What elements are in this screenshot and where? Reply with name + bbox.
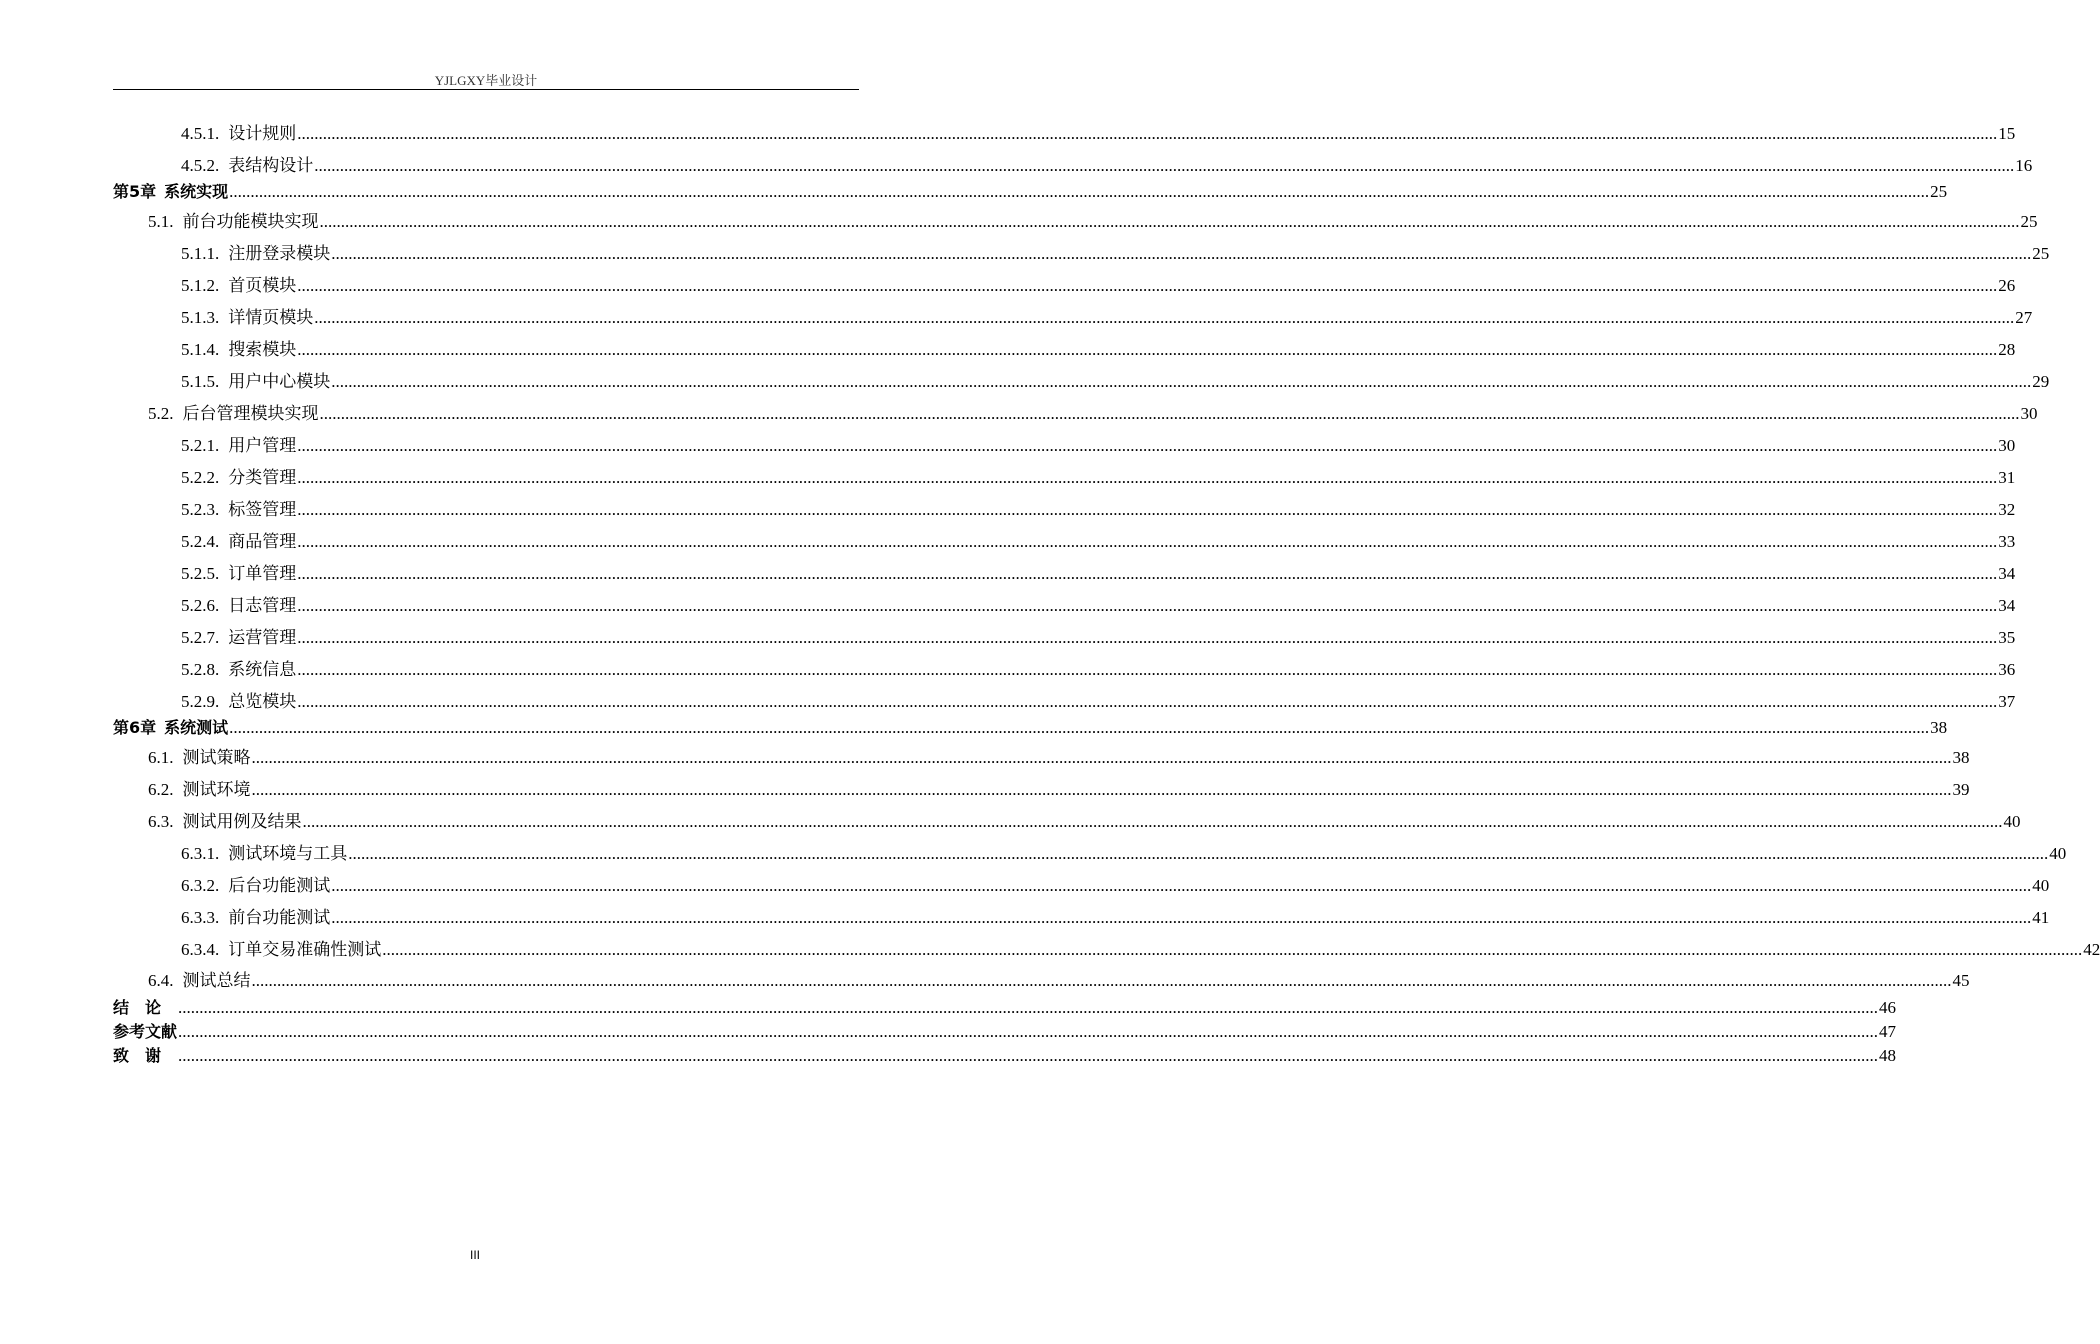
toc-entry-page: 25 bbox=[1930, 182, 1948, 201]
toc-entry[interactable] bbox=[148, 400, 2038, 424]
toc-entry-title: 测试总结 bbox=[182, 971, 251, 990]
header-rule bbox=[113, 89, 859, 90]
toc-dot-leader: ................................................................................................................................................................................................................................................................................................................................................................................................................ bbox=[178, 1022, 1879, 1041]
toc-dot-leader: ................................................................................................................................................................................................................................................................................................................................................................................................................ bbox=[348, 844, 2049, 863]
toc-entry-number: 6.4. bbox=[148, 971, 174, 990]
toc-entry[interactable] bbox=[181, 904, 2050, 928]
toc-entry-title: 后台管理模块实现 bbox=[182, 404, 319, 423]
toc-entry-title: 订单交易准确性测试 bbox=[228, 940, 382, 959]
toc-entry-page: 32 bbox=[1998, 500, 2016, 519]
toc-entry-number: 6.3.2. bbox=[181, 876, 220, 895]
toc-dot-leader: ................................................................................................................................................................................................................................................................................................................................................................................................................ bbox=[297, 276, 1998, 295]
toc-entry[interactable] bbox=[148, 776, 1970, 800]
toc-entry-page: 34 bbox=[1998, 596, 2016, 615]
toc-entry-page: 27 bbox=[2015, 308, 2033, 327]
toc-entry[interactable] bbox=[181, 496, 2016, 520]
toc-dot-leader: ................................................................................................................................................................................................................................................................................................................................................................................................................ bbox=[251, 780, 1952, 799]
toc-dot-leader: ................................................................................................................................................................................................................................................................................................................................................................................................................ bbox=[382, 940, 2083, 959]
toc-entry-title: 标签管理 bbox=[228, 500, 297, 519]
toc-entry[interactable] bbox=[148, 808, 2021, 832]
toc-entry-number: 5.1. bbox=[148, 212, 174, 231]
toc-entry[interactable] bbox=[181, 464, 2016, 488]
toc-dot-leader: ................................................................................................................................................................................................................................................................................................................................................................................................................ bbox=[302, 812, 2003, 831]
toc-entry-title: 前台功能测试 bbox=[228, 908, 331, 927]
toc-entry[interactable] bbox=[181, 688, 2016, 712]
toc-entry-page: 15 bbox=[1998, 124, 2016, 143]
toc-entry-page: 16 bbox=[2015, 156, 2033, 175]
toc-dot-leader: ................................................................................................................................................................................................................................................................................................................................................................................................................ bbox=[331, 244, 2032, 263]
toc-entry-page: 36 bbox=[1998, 660, 2016, 679]
toc-entry-number: 5.2.6. bbox=[181, 596, 220, 615]
toc-dot-leader: ................................................................................................................................................................................................................................................................................................................................................................................................................ bbox=[297, 124, 1998, 143]
toc-entry-title: 设计规则 bbox=[228, 124, 297, 143]
toc-entry-title: 系统测试 bbox=[164, 718, 229, 737]
toc-entry-title: 分类管理 bbox=[228, 468, 297, 487]
toc-entry[interactable] bbox=[181, 592, 2016, 616]
toc-entry[interactable] bbox=[181, 872, 2050, 896]
toc-entry-page: 46 bbox=[1879, 998, 1897, 1017]
toc-dot-leader: ................................................................................................................................................................................................................................................................................................................................................................................................................ bbox=[331, 908, 2032, 927]
page-number: III bbox=[469, 1248, 480, 1262]
toc-entry-page: 31 bbox=[1998, 468, 2016, 487]
toc-entry[interactable] bbox=[113, 994, 1897, 1018]
toc-dot-leader: ................................................................................................................................................................................................................................................................................................................................................................................................................ bbox=[229, 718, 1930, 737]
toc-entry-page: 37 bbox=[1998, 692, 2016, 711]
toc-entry[interactable] bbox=[181, 304, 2033, 328]
toc-entry-number: 第6章 bbox=[113, 718, 157, 737]
toc-entry-number: 5.2.8. bbox=[181, 660, 220, 679]
toc-entry-page: 47 bbox=[1879, 1022, 1897, 1041]
toc-entry-number: 5.2. bbox=[148, 404, 174, 423]
toc-entry-page: 33 bbox=[1998, 532, 2016, 551]
page-header: YJLGXY毕业设计 bbox=[434, 73, 538, 88]
toc-entry[interactable] bbox=[181, 336, 2016, 360]
toc-entry[interactable] bbox=[181, 528, 2016, 552]
toc-entry-title: 测试环境与工具 bbox=[228, 844, 348, 863]
toc-entry-title: 测试用例及结果 bbox=[182, 812, 302, 831]
toc-entry-number: 5.1.1. bbox=[181, 244, 220, 263]
toc-entry[interactable] bbox=[113, 1018, 1897, 1042]
toc-entry-number: 4.5.2. bbox=[181, 156, 220, 175]
toc-entry-title: 致谢 bbox=[113, 1046, 178, 1065]
toc-entry-number: 6.3.1. bbox=[181, 844, 220, 863]
toc-dot-leader: ................................................................................................................................................................................................................................................................................................................................................................................................................ bbox=[251, 748, 1952, 767]
toc-entry-page: 34 bbox=[1998, 564, 2016, 583]
toc-entry[interactable] bbox=[181, 560, 2016, 584]
toc-entry-number: 6.3.4. bbox=[181, 940, 220, 959]
toc-entry-title: 总览模块 bbox=[228, 692, 297, 711]
toc-dot-leader: ................................................................................................................................................................................................................................................................................................................................................................................................................ bbox=[297, 596, 1998, 615]
toc-entry-page: 45 bbox=[1952, 971, 1970, 990]
toc-entry-title: 参考文献 bbox=[113, 1022, 178, 1041]
toc-dot-leader: ................................................................................................................................................................................................................................................................................................................................................................................................................ bbox=[297, 340, 1998, 359]
toc-entry-title: 测试环境 bbox=[182, 780, 251, 799]
toc-dot-leader: ................................................................................................................................................................................................................................................................................................................................................................................................................ bbox=[178, 998, 1879, 1017]
toc-entry-number: 5.2.2. bbox=[181, 468, 220, 487]
toc-entry-title: 结论 bbox=[113, 998, 178, 1017]
toc-entry-page: 25 bbox=[2020, 212, 2038, 231]
toc-entry-page: 40 bbox=[2049, 844, 2067, 863]
toc-entry-page: 26 bbox=[1998, 276, 2016, 295]
toc-entry[interactable] bbox=[113, 178, 1948, 202]
toc-entry-page: 39 bbox=[1952, 780, 1970, 799]
toc-entry-page: 29 bbox=[2032, 372, 2050, 391]
toc-entry[interactable] bbox=[113, 1042, 1897, 1066]
toc-dot-leader: ................................................................................................................................................................................................................................................................................................................................................................................................................ bbox=[297, 436, 1998, 455]
toc-entry[interactable] bbox=[181, 152, 2033, 176]
toc-entry-number: 6.2. bbox=[148, 780, 174, 799]
toc-entry-title: 运营管理 bbox=[228, 628, 297, 647]
toc-entry[interactable] bbox=[148, 967, 1970, 991]
toc-entry-title: 系统实现 bbox=[164, 182, 229, 201]
toc-entry-number: 第5章 bbox=[113, 182, 157, 201]
toc-entry-page: 30 bbox=[1998, 436, 2016, 455]
toc-entry-number: 5.2.4. bbox=[181, 532, 220, 551]
toc-dot-leader: ................................................................................................................................................................................................................................................................................................................................................................................................................ bbox=[297, 468, 1998, 487]
toc-entry-number: 5.1.2. bbox=[181, 276, 220, 295]
toc-dot-leader: ................................................................................................................................................................................................................................................................................................................................................................................................................ bbox=[319, 212, 2020, 231]
toc-entry-title: 商品管理 bbox=[228, 532, 297, 551]
toc-dot-leader: ................................................................................................................................................................................................................................................................................................................................................................................................................ bbox=[251, 971, 1952, 990]
toc-dot-leader: ................................................................................................................................................................................................................................................................................................................................................................................................................ bbox=[178, 1046, 1879, 1065]
toc-entry-number: 5.2.7. bbox=[181, 628, 220, 647]
toc-entry-title: 表结构设计 bbox=[228, 156, 314, 175]
toc-entry-title: 注册登录模块 bbox=[228, 244, 331, 263]
toc-dot-leader: ................................................................................................................................................................................................................................................................................................................................................................................................................ bbox=[297, 564, 1998, 583]
toc-entry[interactable] bbox=[181, 368, 2050, 392]
toc-entry-page: 38 bbox=[1952, 748, 1970, 767]
toc-entry-title: 搜索模块 bbox=[228, 340, 297, 359]
toc-entry-number: 5.2.9. bbox=[181, 692, 220, 711]
toc-entry-page: 35 bbox=[1998, 628, 2016, 647]
toc-entry[interactable] bbox=[181, 656, 2016, 680]
toc-entry-number: 5.2.1. bbox=[181, 436, 220, 455]
toc-entry[interactable] bbox=[181, 840, 2067, 864]
toc-entry[interactable] bbox=[148, 208, 2038, 232]
toc-entry[interactable] bbox=[181, 240, 2050, 264]
toc-entry-number: 6.3. bbox=[148, 812, 174, 831]
toc-entry-page: 41 bbox=[2032, 908, 2050, 927]
toc-entry-number: 6.3.3. bbox=[181, 908, 220, 927]
toc-entry-page: 28 bbox=[1998, 340, 2016, 359]
toc-dot-leader: ................................................................................................................................................................................................................................................................................................................................................................................................................ bbox=[314, 308, 2015, 327]
toc-entry[interactable] bbox=[113, 714, 1948, 738]
toc-entry[interactable] bbox=[148, 744, 1970, 768]
toc-entry-title: 前台功能模块实现 bbox=[182, 212, 319, 231]
toc-dot-leader: ................................................................................................................................................................................................................................................................................................................................................................................................................ bbox=[297, 532, 1998, 551]
toc-entry-title: 系统信息 bbox=[228, 660, 297, 679]
toc-entry-page: 48 bbox=[1879, 1046, 1897, 1065]
toc-entry-page: 40 bbox=[2003, 812, 2021, 831]
toc-entry-page: 38 bbox=[1930, 718, 1948, 737]
toc-entry-page: 40 bbox=[2032, 876, 2050, 895]
toc-dot-leader: ................................................................................................................................................................................................................................................................................................................................................................................................................ bbox=[331, 876, 2032, 895]
toc-entry[interactable] bbox=[181, 120, 2016, 144]
toc-entry-page: 30 bbox=[2020, 404, 2038, 423]
toc-entry[interactable] bbox=[181, 432, 2016, 456]
toc-entry-title: 后台功能测试 bbox=[228, 876, 331, 895]
toc-entry-title: 订单管理 bbox=[228, 564, 297, 583]
toc-entry[interactable] bbox=[181, 624, 2016, 648]
toc-dot-leader: ................................................................................................................................................................................................................................................................................................................................................................................................................ bbox=[319, 404, 2020, 423]
toc-dot-leader: ................................................................................................................................................................................................................................................................................................................................................................................................................ bbox=[314, 156, 2015, 175]
toc-dot-leader: ................................................................................................................................................................................................................................................................................................................................................................................................................ bbox=[297, 660, 1998, 679]
toc-entry-title: 首页模块 bbox=[228, 276, 297, 295]
toc-entry[interactable] bbox=[181, 936, 2100, 960]
toc-entry-number: 5.2.5. bbox=[181, 564, 220, 583]
toc-dot-leader: ................................................................................................................................................................................................................................................................................................................................................................................................................ bbox=[229, 182, 1930, 201]
toc-entry-title: 用户中心模块 bbox=[228, 372, 331, 391]
toc-dot-leader: ................................................................................................................................................................................................................................................................................................................................................................................................................ bbox=[297, 500, 1998, 519]
toc-entry-number: 5.1.5. bbox=[181, 372, 220, 391]
toc-entry-title: 测试策略 bbox=[182, 748, 251, 767]
toc-entry-title: 日志管理 bbox=[228, 596, 297, 615]
toc-entry-number: 5.1.4. bbox=[181, 340, 220, 359]
toc-dot-leader: ................................................................................................................................................................................................................................................................................................................................................................................................................ bbox=[297, 692, 1998, 711]
toc-entry-number: 5.2.3. bbox=[181, 500, 220, 519]
toc-entry-title: 用户管理 bbox=[228, 436, 297, 455]
toc-entry-page: 25 bbox=[2032, 244, 2050, 263]
toc-entry[interactable] bbox=[181, 272, 2016, 296]
toc-dot-leader: ................................................................................................................................................................................................................................................................................................................................................................................................................ bbox=[331, 372, 2032, 391]
toc-entry-number: 6.1. bbox=[148, 748, 174, 767]
toc-entry-page: 42 bbox=[2083, 940, 2100, 959]
toc-entry-number: 4.5.1. bbox=[181, 124, 220, 143]
toc-entry-number: 5.1.3. bbox=[181, 308, 220, 327]
toc-entry-title: 详情页模块 bbox=[228, 308, 314, 327]
toc-dot-leader: ................................................................................................................................................................................................................................................................................................................................................................................................................ bbox=[297, 628, 1998, 647]
